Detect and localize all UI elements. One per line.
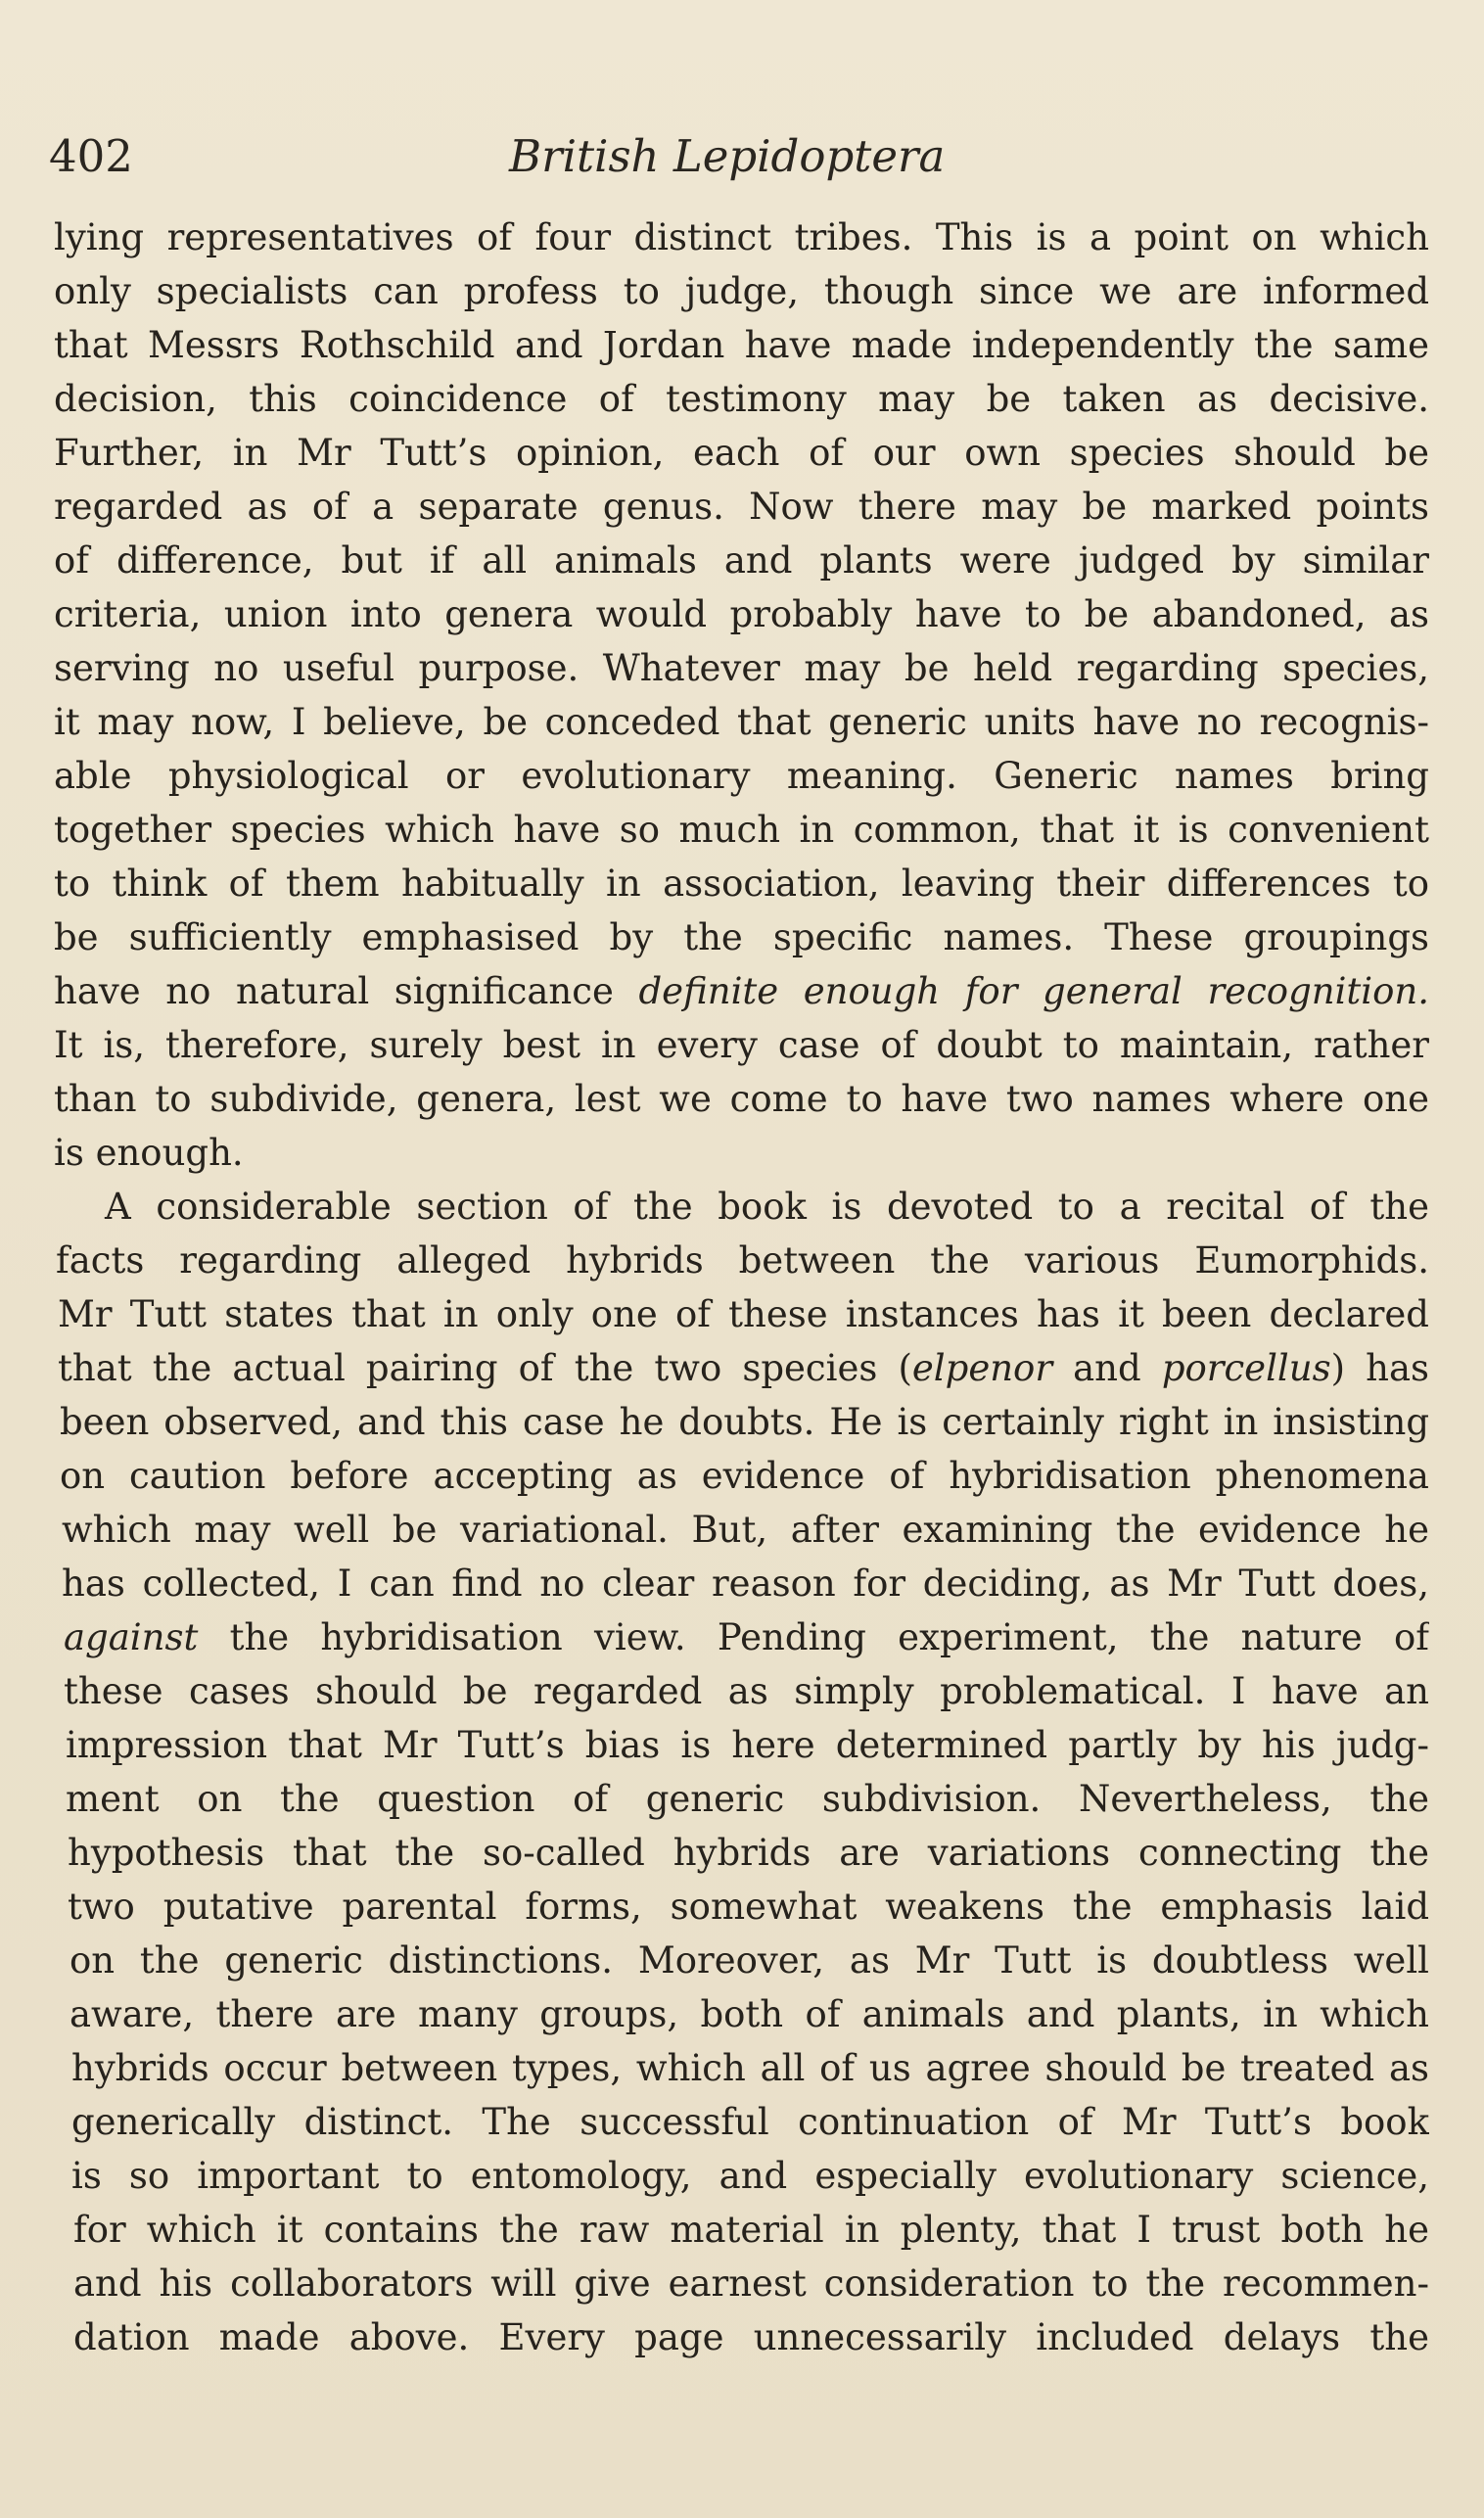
body-text <box>54 210 1429 2364</box>
text-line: aware, there are many groups, both of animals and plants, in which <box>70 1993 1429 2035</box>
text-line: regarded as of a separate genus. Now there may be marked points <box>54 486 1429 528</box>
page-number: 402 <box>49 130 133 182</box>
text-line: criteria, union into genera would probably have to be abandoned, as <box>54 593 1429 635</box>
text-line: together species which have so much in common, that it is convenient <box>54 809 1429 851</box>
text-line: and his collaborators will give earnest consideration to the recommen- <box>73 2262 1429 2305</box>
italic-species-elpenor: elpenor <box>911 1347 1053 1389</box>
text-line: for which it contains the raw material in plenty, that I trust both he <box>73 2209 1429 2251</box>
text-line: to think of them habitually in association, leaving their differences to <box>54 863 1429 905</box>
text-line: on caution before accepting as evidence of hybridisation phenomena <box>60 1455 1429 1497</box>
text-line: decision, this coincidence of testimony may be taken as decisive. <box>54 378 1429 420</box>
running-head: British Lepidoptera <box>509 130 946 182</box>
text-line: that Messrs Rothschild and Jordan have made independently the same <box>54 324 1429 366</box>
text-line: dation made above. Every page unnecessarily included delays the <box>73 2316 1429 2358</box>
text-line: than to subdivide, genera, lest we come to have two names where one <box>54 1078 1429 1120</box>
text-line: that the actual pairing of the two species (elpenor and porcellus) has <box>58 1347 1429 1389</box>
text-line: against the hybridisation view. Pending experiment, the nature of <box>64 1616 1429 1658</box>
text-line: Mr Tutt states that in only one of these instances has it been declared <box>58 1293 1429 1335</box>
paragraph-start-line: A considerable section of the book is devoted to a recital of the <box>105 1186 1429 1228</box>
italic-species-porcellus: porcellus <box>1161 1347 1331 1389</box>
text-line: hybrids occur between types, which all of us agree should be treated as <box>71 2047 1429 2089</box>
text-line: only specialists can profess to judge, though since we are informed <box>54 270 1429 312</box>
text-line: of difference, but if all animals and plants were judged by similar <box>54 539 1429 582</box>
text-line: generically distinct. The successful continuation of Mr Tutt’s book <box>71 2101 1429 2143</box>
text-line: on the generic distinctions. Moreover, as Mr Tutt is doubtless well <box>70 1939 1429 1982</box>
page-header <box>0 117 1484 196</box>
text-line: two putative parental forms, somewhat weakens the emphasis laid <box>68 1886 1429 1928</box>
text-line: impression that Mr Tutt’s bias is here determined partly by his judg- <box>66 1724 1429 1766</box>
text-line: has collected, I can find no clear reason for deciding, as Mr Tutt does, <box>62 1562 1429 1605</box>
text-line: is enough. <box>54 1132 244 1174</box>
text-line: been observed, and this case he doubts. He is certainly right in insisting <box>60 1401 1429 1443</box>
text-line: It is, therefore, surely best in every case of doubt to maintain, rather <box>54 1024 1429 1066</box>
text-line: lying representatives of four distinct tribes. This is a point on which <box>54 216 1429 258</box>
text-line: able physiological or evolutionary meaning. Generic names bring <box>54 755 1429 797</box>
text-line: is so important to entomology, and especially evolutionary science, <box>71 2155 1429 2197</box>
text-line: ment on the question of generic subdivision. Nevertheless, the <box>66 1778 1429 1820</box>
text-line: hypothesis that the so-called hybrids are variations connecting the <box>68 1832 1429 1874</box>
italic-phrase: definite enough for general recognition. <box>638 970 1429 1012</box>
italic-word-against: against <box>64 1616 199 1658</box>
text-line: be sufficiently emphasised by the specific names. These groupings <box>54 916 1429 958</box>
text-line: Further, in Mr Tutt’s opinion, each of our own species should be <box>54 432 1429 474</box>
text-line: facts regarding alleged hybrids between the various Eumorphids. <box>56 1239 1429 1282</box>
text-line: have no natural significance definite enough for general recognition. <box>54 970 1429 1012</box>
text-line: which may well be variational. But, after examining the evidence he <box>62 1509 1429 1551</box>
text-line: it may now, I believe, be conceded that generic units have no recognis- <box>54 701 1429 743</box>
text-line: these cases should be regarded as simply problematical. I have an <box>64 1670 1429 1712</box>
text-line: serving no useful purpose. Whatever may be held regarding species, <box>54 647 1429 689</box>
